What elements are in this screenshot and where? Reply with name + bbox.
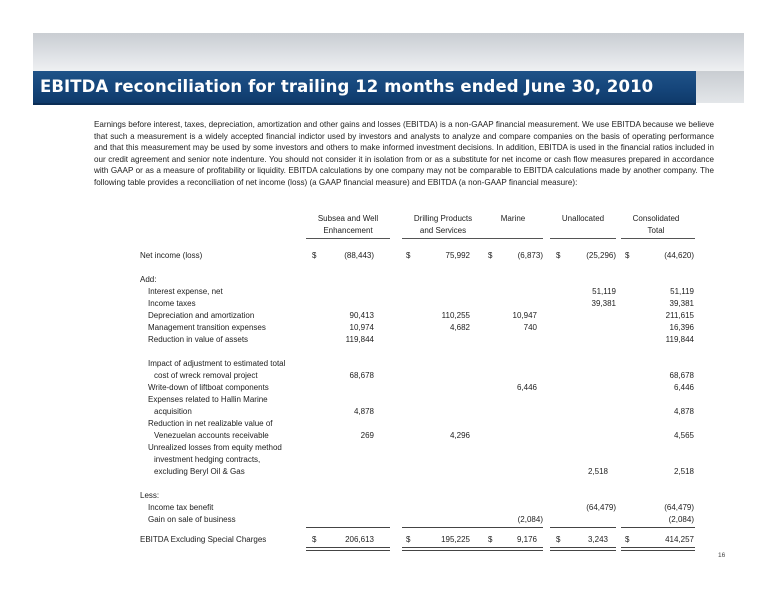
value-subsea: 10,974 xyxy=(349,323,374,332)
value-total: (44,620) xyxy=(664,251,694,260)
currency-symbol: $ xyxy=(312,251,317,260)
subtotal-rule xyxy=(621,527,695,528)
currency-symbol: $ xyxy=(488,535,493,544)
subtotal-rule xyxy=(306,527,390,528)
table-row-hallin xyxy=(0,406,776,418)
header-underline xyxy=(621,238,695,239)
currency-symbol: $ xyxy=(625,251,630,260)
value-marine: (2,084) xyxy=(517,515,543,524)
currency-symbol: $ xyxy=(556,251,561,260)
currency-symbol: $ xyxy=(312,535,317,544)
value-subsea: 269 xyxy=(360,431,374,440)
column-header-line2: Unallocated xyxy=(561,214,605,223)
value-subsea: 4,878 xyxy=(353,407,374,416)
subtotal-rule xyxy=(402,527,486,528)
table-row-liftboat xyxy=(0,382,776,394)
column-header-line2: Total xyxy=(647,226,665,235)
row-label: Venezuelan accounts receivable xyxy=(154,431,269,440)
total-double-rule xyxy=(402,547,486,551)
row-label: investment hedging contracts, xyxy=(154,455,261,464)
section-label: Less: xyxy=(140,491,160,500)
table-row-income-taxes xyxy=(0,298,776,310)
title-bar-accent xyxy=(696,71,744,103)
value-marine: 10,947 xyxy=(512,311,537,320)
value-total: (2,084) xyxy=(668,515,694,524)
row-label: Net income (loss) xyxy=(140,251,203,260)
table-row-depreciation xyxy=(0,310,776,322)
value-total: 4,565 xyxy=(673,431,694,440)
table-row-gain-sale xyxy=(0,514,776,526)
value-subsea: 68,678 xyxy=(349,371,374,380)
table-row-equity-heading-2 xyxy=(0,454,776,466)
row-label: Management transition expenses xyxy=(148,323,266,332)
value-total: 68,678 xyxy=(669,371,694,380)
table-row-add xyxy=(0,274,776,286)
row-label: Gain on sale of business xyxy=(148,515,236,524)
value-total: 16,396 xyxy=(669,323,694,332)
table-row-tax-benefit xyxy=(0,502,776,514)
header-underline xyxy=(550,238,616,239)
value-subsea: 206,613 xyxy=(345,535,374,544)
header-underline xyxy=(306,238,390,239)
value-subsea: (88,443) xyxy=(344,251,374,260)
row-label: EBITDA Excluding Special Charges xyxy=(140,535,267,544)
column-header-line2: and Services xyxy=(419,226,467,235)
table-row-venezuela xyxy=(0,430,776,442)
value-total: 211,615 xyxy=(665,311,694,320)
value-total: 6,446 xyxy=(673,383,694,392)
value-drilling: 4,682 xyxy=(449,323,470,332)
row-label: Write-down of liftboat components xyxy=(148,383,269,392)
intro-paragraph: Earnings before interest, taxes, depreciation, amortization and other gains and losses (EBITDA) is a non-GAAP financial measurement. We use EBITDA because we believe that such a measurement is a widely accepted financial indictor used by investors and analysts to analyze and compare companies on the basis of operating performance and that this measurement may be used by some investors and others to make informed investment decisions. In addition, EBITDA is used in the financial ratios included in our credit agreement and senior note indenture. You should not consider it in isolation from or as a substitute for net income or cash flow measures prepared in accordance with GAAP or as a measure of profitability or liquidity. EBITDA calculations by one company may not be comparable to EBITDA calculations made by another company. The following table provides a reconciliation of net income (loss) (a GAAP financial measure) and EBITDA (a non-GAAP financial measure): xyxy=(94,120,714,187)
table-row-net-income xyxy=(0,250,776,262)
table-row-wreck-removal xyxy=(0,370,776,382)
subtotal-rule xyxy=(550,527,616,528)
value-marine: 6,446 xyxy=(516,383,537,392)
column-header-line1: Drilling Products xyxy=(413,214,473,223)
header-underline xyxy=(483,238,543,239)
value-drilling: 195,225 xyxy=(441,535,470,544)
value-total: 414,257 xyxy=(665,535,694,544)
value-unallocated: (64,479) xyxy=(586,503,616,512)
value-total: 39,381 xyxy=(669,299,694,308)
column-header-line2: Marine xyxy=(500,214,526,223)
value-marine: (6,873) xyxy=(517,251,543,260)
header-underline xyxy=(402,238,486,239)
row-label: excluding Beryl Oil & Gas xyxy=(154,467,245,476)
value-total: 4,878 xyxy=(673,407,694,416)
value-unallocated: 51,119 xyxy=(592,287,616,296)
value-unallocated: 2,518 xyxy=(587,467,608,476)
column-header-line1: Consolidated xyxy=(632,214,680,223)
column-header-consolidated xyxy=(618,213,694,237)
value-drilling: 110,255 xyxy=(441,311,470,320)
value-unallocated: 3,243 xyxy=(587,535,608,544)
table-row-venezuela-heading xyxy=(0,418,776,430)
value-subsea: 90,413 xyxy=(349,311,374,320)
page-number: 16 xyxy=(718,552,726,559)
column-header-subsea xyxy=(303,213,393,237)
table-row-less xyxy=(0,490,776,502)
column-header-line1: Subsea and Well xyxy=(317,214,379,223)
table-row-interest xyxy=(0,286,776,298)
header-strip xyxy=(33,33,744,71)
value-drilling: 75,992 xyxy=(445,251,470,260)
row-label: Impact of adjustment to estimated total xyxy=(148,359,286,368)
row-label: Reduction in net realizable value of xyxy=(148,419,273,428)
value-unallocated: 39,381 xyxy=(591,299,616,308)
value-total: (64,479) xyxy=(664,503,694,512)
row-label: Interest expense, net xyxy=(148,287,223,296)
row-label: Expenses related to Hallin Marine xyxy=(148,395,268,404)
table-row-ebitda xyxy=(0,534,776,546)
slide-title: EBITDA reconciliation for trailing 12 months ended June 30, 2010 xyxy=(40,77,654,96)
column-header-marine xyxy=(483,213,543,225)
column-header-line2: Enhancement xyxy=(323,226,373,235)
subtotal-rule xyxy=(483,527,543,528)
currency-symbol: $ xyxy=(406,251,411,260)
currency-symbol: $ xyxy=(625,535,630,544)
value-unallocated: (25,296) xyxy=(586,251,616,260)
row-label: acquisition xyxy=(154,407,192,416)
row-label: Depreciation and amortization xyxy=(148,311,255,320)
table-row-equity xyxy=(0,466,776,478)
table-row-equity-heading xyxy=(0,442,776,454)
currency-symbol: $ xyxy=(556,535,561,544)
value-total: 119,844 xyxy=(665,335,694,344)
column-header-unallocated xyxy=(550,213,616,225)
total-double-rule xyxy=(550,547,616,551)
currency-symbol: $ xyxy=(488,251,493,260)
value-marine: 740 xyxy=(523,323,537,332)
total-double-rule xyxy=(306,547,390,551)
value-drilling: 4,296 xyxy=(449,431,470,440)
column-header-drilling xyxy=(398,213,488,237)
section-label: Add: xyxy=(140,275,157,284)
row-label: Income taxes xyxy=(148,299,196,308)
currency-symbol: $ xyxy=(406,535,411,544)
row-label: Reduction in value of assets xyxy=(148,335,249,344)
table-row-management-transition xyxy=(0,322,776,334)
total-double-rule xyxy=(621,547,695,551)
value-total: 51,119 xyxy=(670,287,694,296)
table-row-wreck-heading xyxy=(0,358,776,370)
row-label: cost of wreck removal project xyxy=(154,371,258,380)
total-double-rule xyxy=(483,547,543,551)
value-total: 2,518 xyxy=(673,467,694,476)
row-label: Income tax benefit xyxy=(148,503,214,512)
table-row-hallin-heading xyxy=(0,394,776,406)
table-row-reduction-assets xyxy=(0,334,776,346)
value-marine: 9,176 xyxy=(516,535,537,544)
row-label: Unrealized losses from equity method xyxy=(148,443,282,452)
value-subsea: 119,844 xyxy=(345,335,374,344)
